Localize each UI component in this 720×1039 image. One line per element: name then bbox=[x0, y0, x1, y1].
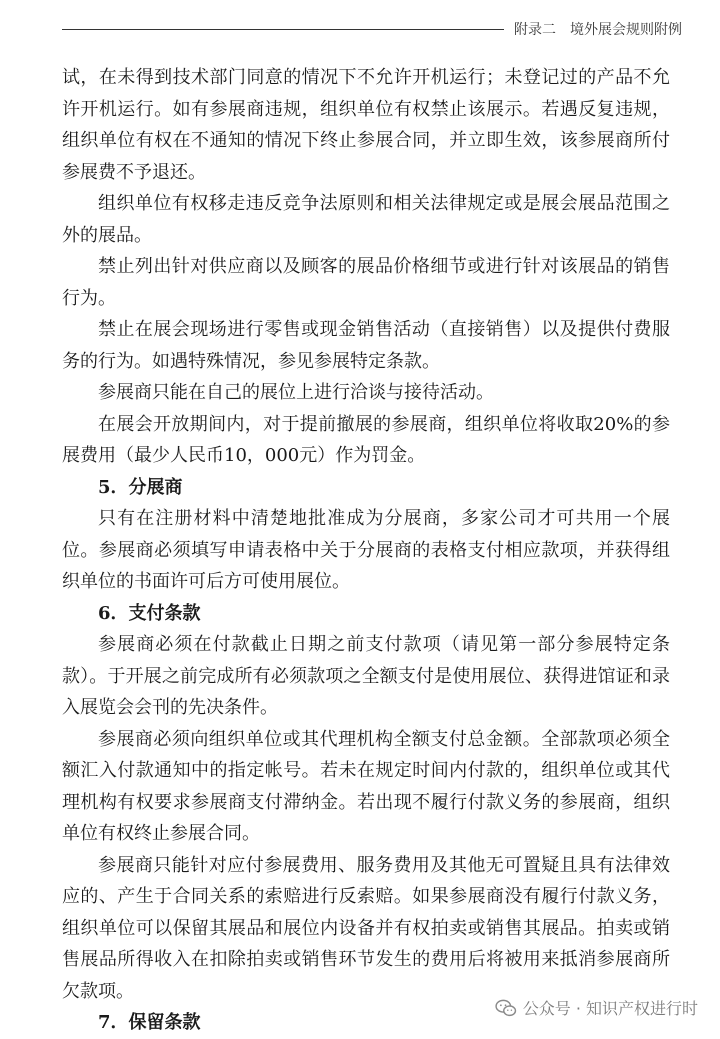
paragraph: 试，在未得到技术部门同意的情况下不允许开机运行；未登记过的产品不允许开机运行。如有参展商违规，组织单位有权禁止该展示。若遇反复违规，组织单位有权在不通知的情况下终止参展合同，并立即生效，该参展商所付参展费不予退还。 bbox=[62, 67, 670, 183]
paragraph: 参展商必须向组织单位或其代理机构全额支付总金额。全部款项必须全额汇入付款通知中的指定帐号。若未在规定时间内付款的，组织单位或其代理机构有权要求参展商支付滞纳金。若出现不履行付款义务的参展商，组织单位有权终止参展合同。 bbox=[62, 728, 670, 844]
watermark bbox=[491, 994, 702, 1021]
paragraph: 禁止在展会现场进行零售或现金销售活动（直接销售）以及提供付费服务的行为。如遇特殊情况，参见参展特定条款。 bbox=[62, 319, 670, 372]
paragraph: 参展商只能在自己的展位上进行洽谈与接待活动。 bbox=[98, 382, 494, 403]
paragraph: 参展商必须在付款截止日期之前支付款项（请见第一部分参展特定条款）。于开展之前完成所有必须款项之全额支付是使用展位、获得进馆证和录入展览会会刊的先决条件。 bbox=[62, 634, 670, 718]
page-body bbox=[62, 62, 670, 1039]
section-heading: 6．支付条款 bbox=[98, 602, 201, 624]
paragraph: 只有在注册材料中清楚地批准成为分展商，多家公司才可共用一个展位。参展商必须填写申请表格中关于分展商的表格支付相应款项，并获得组织单位的书面许可后方可使用展位。 bbox=[62, 508, 670, 592]
section-heading: 5．分展商 bbox=[98, 476, 183, 498]
running-header bbox=[62, 18, 682, 40]
watermark-text: 公众号 · 知识产权进行时 bbox=[522, 999, 698, 1018]
paragraph: 在展会开放期间内，对于提前撤展的参展商，组织单位将收取20%的参展费用（最少人民币10，000元）作为罚金。 bbox=[62, 413, 670, 466]
paragraph: 参展商只能针对应付参展费用、服务费用及其他无可置疑且具有法律效应的、产生于合同关系的索赔进行反索赔。如果参展商没有履行付款义务，组织单位可以保留其展品和展位内设备并有权拍卖或销售其展品。拍卖或销售展品所得收入在扣除拍卖或销售环节发生的费用后将被用来抵消参展商所欠款项。 bbox=[62, 854, 670, 1002]
section-heading: 7．保留条款 bbox=[98, 1012, 201, 1033]
paragraph: 禁止列出针对供应商以及顾客的展品价格细节或进行针对该展品的销售行为。 bbox=[62, 256, 670, 309]
header-rule bbox=[62, 29, 504, 30]
header-title: 附录二 境外展会规则附例 bbox=[514, 22, 682, 38]
wechat-icon bbox=[495, 999, 517, 1017]
paragraph: 组织单位有权移走违反竞争法原则和相关法律规定或是展会展品范围之外的展品。 bbox=[62, 193, 670, 246]
